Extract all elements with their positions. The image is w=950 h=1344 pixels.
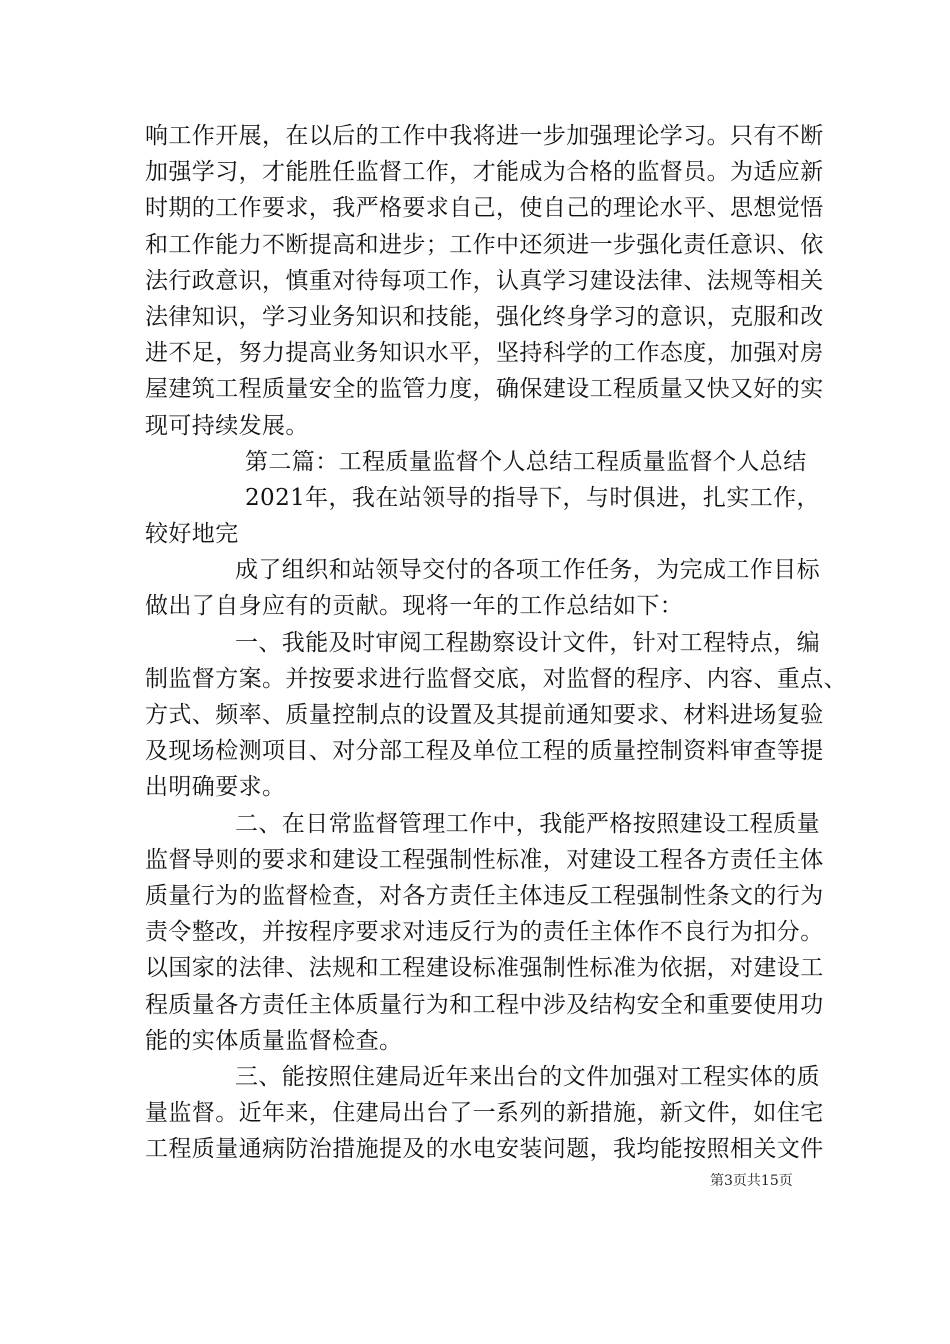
text-line: 一、我能及时审阅工程勘察设计文件，针对工程特点，编 [235, 629, 820, 656]
text-line: 质量行为的监督检查，对各方责任主体违反工程强制性条文的行为 [145, 882, 824, 909]
text-line: 以国家的法律、法规和工程建设标准强制性标准为依据，对建设工 [145, 955, 824, 982]
text-line: 能的实体质量监督检查。 [145, 1027, 403, 1054]
section-heading: 第二篇：工程质量监督个人总结工程质量监督个人总结 [245, 448, 807, 475]
text-line: 工程质量通病防治措施提及的水电安装问题，我均能按照相关文件 [145, 1136, 824, 1163]
text-line: 和工作能力不断提高和进步；工作中还须进一步强化责任意识、依 [145, 231, 824, 258]
text-line: 2021年，我在站领导的指导下，与时俱进，扎实工作， [245, 484, 820, 511]
text-line: 屋建筑工程质量安全的监管力度，确保建设工程质量又快又好的实 [145, 376, 824, 403]
text-line: 加强学习，才能胜任监督工作，才能成为合格的监督员。为适应新 [145, 159, 824, 186]
text-line: 出明确要求。 [145, 774, 286, 801]
page-number-footer: 第3页共15页 [710, 1173, 793, 1189]
text-line: 做出了自身应有的贡献。现将一年的工作总结如下： [145, 593, 684, 620]
text-line: 监督导则的要求和建设工程强制性标准，对建设工程各方责任主体 [145, 846, 824, 873]
text-line: 二、在日常监督管理工作中，我能严格按照建设工程质量 [235, 810, 820, 837]
text-line: 响工作开展，在以后的工作中我将进一步加强理论学习。只有不断 [145, 123, 824, 149]
text-line: 成了组织和站领导交付的各项工作任务，为完成工作目标 [235, 557, 820, 584]
text-line: 法律知识，学习业务知识和技能，强化终身学习的意识，克服和改 [145, 303, 824, 330]
text-line: 责令整改，并按程序要求对违反行为的责任主体作不良行为扣分。 [145, 919, 824, 946]
text-line: 制监督方案。并按要求进行监督交底，对监督的程序、内容、重点、 [145, 665, 847, 692]
text-line: 量监督。近年来，住建局出台了一系列的新措施，新文件，如住宅 [145, 1100, 824, 1127]
text-line: 方式、频率、质量控制点的设置及其提前通知要求、材料进场复验 [145, 702, 824, 728]
body-text [145, 118, 847, 1167]
text-line: 较好地完 [145, 521, 239, 548]
text-line: 时期的工作要求，我严格要求自己，使自己的理论水平、思想觉悟 [145, 195, 824, 222]
text-line: 法行政意识，慎重对待每项工作，认真学习建设法律、法规等相关 [145, 267, 824, 294]
text-line: 三、能按照住建局近年来出台的文件加强对工程实体的质 [235, 1063, 820, 1090]
text-line: 及现场检测项目、对分部工程及单位工程的质量控制资料审查等提 [145, 738, 824, 765]
text-line: 进不足，努力提高业务知识水平，坚持科学的工作态度，加强对房 [145, 340, 824, 367]
text-line: 现可持续发展。 [145, 412, 309, 439]
text-line: 程质量各方责任主体质量行为和工程中涉及结构安全和重要使用功 [145, 991, 824, 1018]
